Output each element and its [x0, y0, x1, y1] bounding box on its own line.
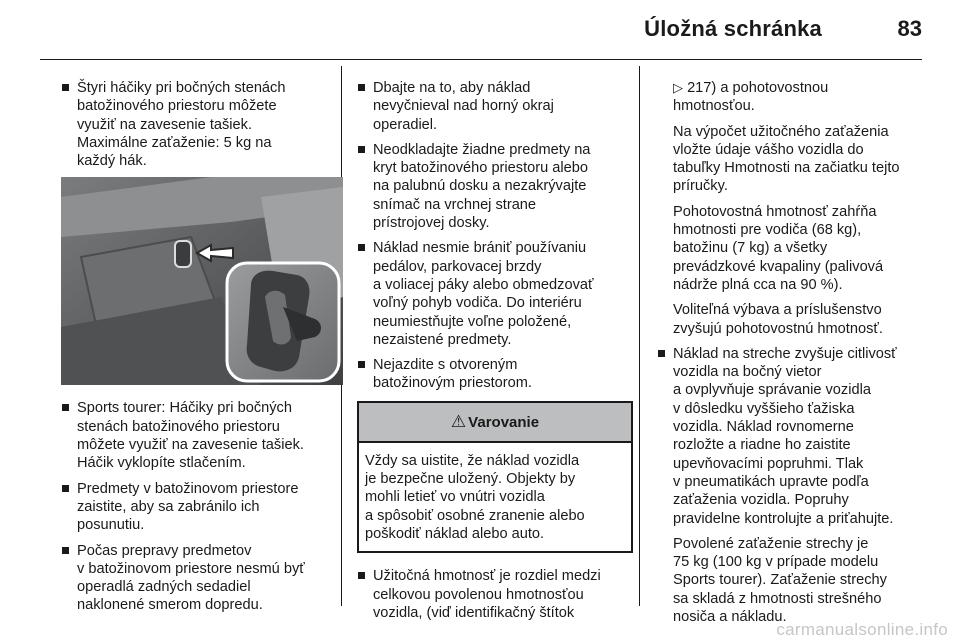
- bullet-list: [357, 567, 633, 622]
- list-item: Štyri háčiky pri bočných stenách batožinového priestoru môžete využiť na zavesenie tašiek. Maximálne zaťaženie: 5 kg na každý hák.: [61, 79, 333, 170]
- paragraph: Na výpočet užitočného zaťaženia vložte údaje vášho vozidla do tabuľky Hmotnosti na začiatku tejto príručky.: [673, 123, 900, 195]
- header-rule: [40, 59, 922, 60]
- list-item: Sports tourer: Háčiky pri bočných stenách batožinového priestoru môžete využiť na zavesenie tašiek. Háčik vyklopíte stlačením.: [61, 399, 333, 472]
- bullet-list: [61, 79, 333, 170]
- paragraph: Povolené zaťaženie strechy je 75 kg (100 kg v prípade modelu Sports tourer). Zaťaženie strechy sa skladá z hmotnosti strešného nosiča a nákladu.: [673, 535, 887, 626]
- list-item: Predmety v batožinovom priestore zaistite, aby sa zabránilo ich posunutiu.: [61, 480, 333, 535]
- bullet-list: [357, 79, 633, 393]
- column-1: [61, 79, 333, 622]
- warning-box: [357, 401, 633, 553]
- bullet-list: [657, 345, 947, 528]
- warning-text: Vždy sa uistite, že náklad vozidla je bezpečne uložený. Objekty by mohli letieť vo vnútri vozidla a spôsobiť osobné zranenie alebo poškodiť náklad alebo auto.: [365, 452, 585, 542]
- paragraph: Voliteľná výbava a príslušenstvo zvyšujú pohotovostnú hmotnosť.: [673, 302, 883, 337]
- warning-triangle-icon: ⚠: [450, 411, 467, 431]
- warning-header: [359, 403, 631, 443]
- list-item: Užitočná hmotnosť je rozdiel medzi celkovou povolenou hmotnosťou vozidla, (viď identifikačný štítok: [357, 567, 633, 622]
- column-3: [657, 79, 947, 633]
- paragraph: Pohotovostná hmotnosť zahŕňa hmotnosti pre vodiča (68 kg), batožinu (7 kg) a všetky prevádzkové kvapaliny (palivová nádrže plná cca na 90 %).: [673, 203, 884, 293]
- cargo-hook-illustration: [61, 177, 343, 385]
- column-2: [357, 79, 633, 629]
- list-item: Neodkladajte žiadne predmety na kryt batožinového priestoru alebo na palubnú dosku a nezakrývajte snímač na vrchnej strane prístrojovej dosky.: [357, 141, 633, 232]
- warning-title: Varovanie: [468, 413, 540, 431]
- watermark: carmanualsonline.info: [776, 620, 948, 639]
- list-item: Náklad nesmie brániť používaniu pedálov, parkovacej brzdy a voliacej páky alebo obmedzovať voľný pohyb vodiča. Do interiéru neumiestňujte voľne položené, nezaistené predmety.: [357, 239, 633, 349]
- column-divider-2: [639, 66, 640, 606]
- bullet-list: [61, 399, 333, 614]
- list-item: Počas prepravy predmetov v batožinovom priestore nesmú byť operadlá zadných sedadiel naklonené smerom dopredu.: [61, 542, 333, 615]
- list-item: Náklad na streche zvyšuje citlivosť vozidla na bočný vietor a ovplyvňuje správanie vozidla v dôsledku vyššieho ťažiska vozidla. Náklad rovnomerne rozložte a riadne ho zaistite upevňovacími popruhmi. Tlak v pneumatikách upravte podľa zaťaženia vozidla. Popruhy pravidelne kontrolujte a priťahujte.: [657, 345, 947, 528]
- page-title: Úložná schránka: [644, 16, 822, 41]
- continuation-paragraph: ▷ 217) a pohotovostnou hmotnosťou.: [673, 80, 829, 115]
- page-number: 83: [897, 16, 922, 41]
- list-item: Dbajte na to, aby náklad nevyčnieval nad horný okraj operadiel.: [357, 79, 633, 134]
- list-item: Nejazdite s otvoreným batožinovým priestorom.: [357, 356, 633, 393]
- cargo-hook-image: [61, 177, 343, 385]
- page-reference-icon: ▷: [673, 80, 683, 95]
